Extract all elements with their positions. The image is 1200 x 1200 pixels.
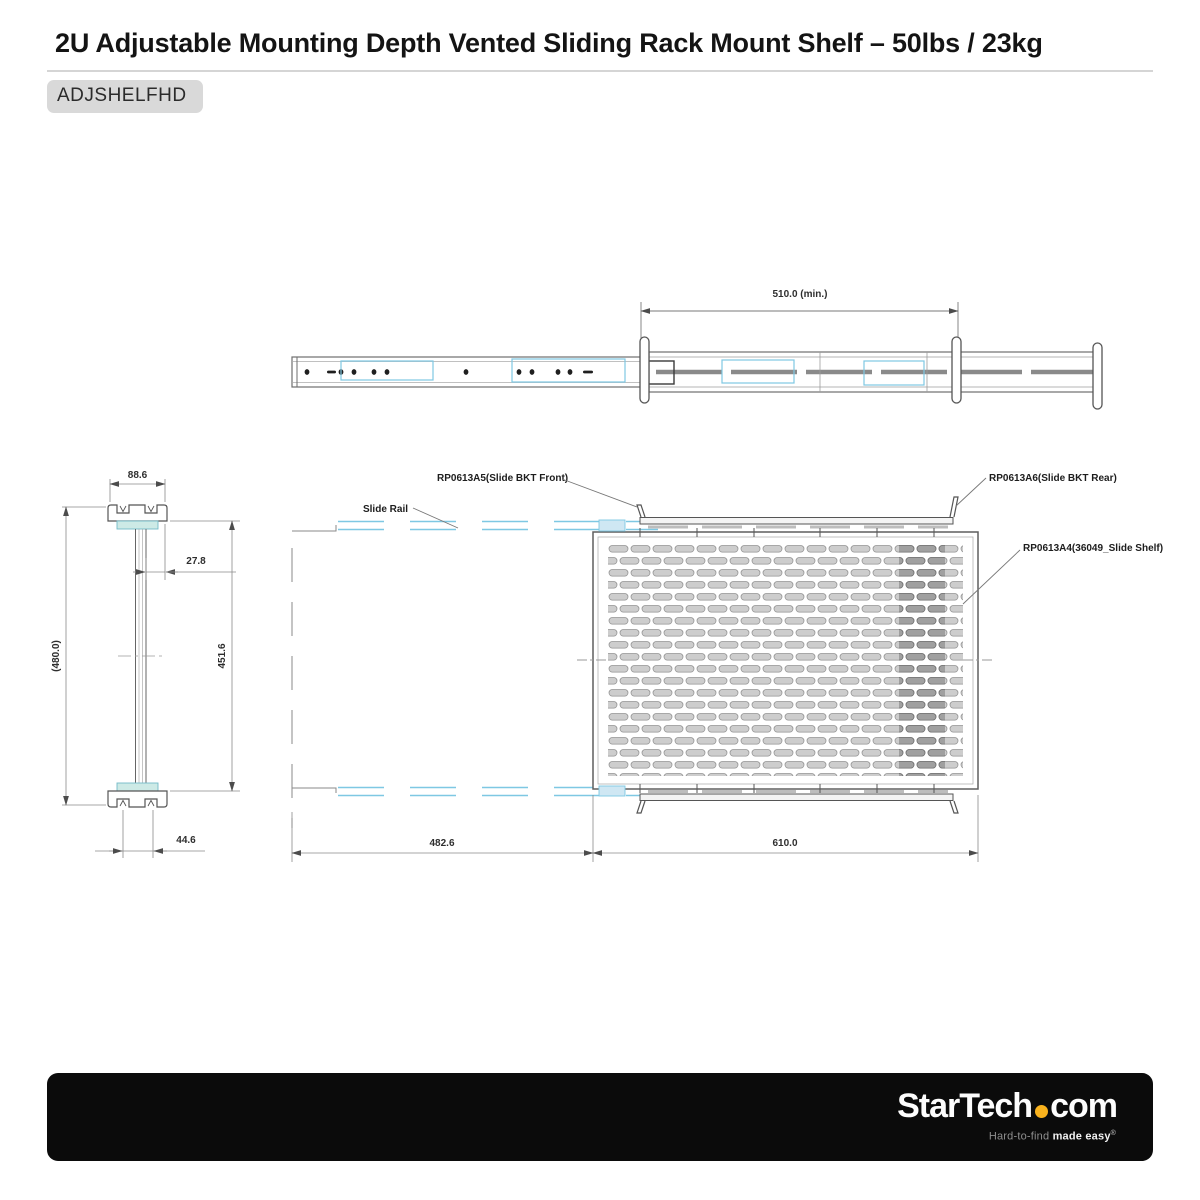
dim-bottom (292, 795, 978, 862)
vent-pattern-shaded (899, 543, 945, 776)
page-title: 2U Adjustable Mounting Depth Vented Sliding Rack Mount Shelf – 50lbs / 23kg (55, 28, 1043, 58)
label-slide-rail: Slide Rail (362, 504, 408, 515)
footer-bar (47, 1073, 1153, 1161)
logo-dot-icon (1035, 1105, 1048, 1118)
label-shelf-part: RP0613A4(36049_Slide Shelf) (1023, 543, 1164, 554)
slide-bracket-rear (637, 792, 958, 814)
dim-text-610: 610.0 (772, 838, 798, 849)
product-sku-badge: ADJSHELFHD (47, 80, 203, 113)
top-view-shelf-assembly (292, 473, 1163, 862)
top-mount-bracket (108, 505, 167, 521)
bottom-slide-plate-highlight (117, 783, 158, 791)
tagline-bold: made easy (1052, 1130, 1111, 1143)
dim-44-6 (95, 810, 205, 858)
dim-510-min (641, 302, 958, 344)
dim-text-510: 510.0 (min.) (772, 289, 828, 300)
dim-text-44-6: 44.6 (176, 835, 196, 846)
dim-text-482-6: 482.6 (429, 838, 455, 849)
top-slide-plate-highlight (117, 521, 158, 529)
inner-rail-member (292, 357, 650, 387)
dim-88-6 (110, 479, 165, 502)
section-view-shelf-profile (51, 470, 240, 858)
dim-text-88-6: 88.6 (127, 470, 148, 481)
brand-tagline (989, 1130, 1116, 1143)
dim-480 (62, 507, 106, 805)
registered-mark: ® (1110, 1130, 1116, 1137)
dim-27-8 (133, 524, 236, 580)
dim-text-27-8: 27.8 (186, 556, 206, 567)
side-view-slide-rail (292, 289, 1102, 409)
logo-brand-suffix: com (1050, 1087, 1117, 1125)
startech-logo (897, 1087, 1117, 1126)
label-bracket-front: RP0613A5(Slide BKT Front) (437, 473, 569, 484)
outer-rail-member (640, 337, 1102, 409)
vented-shelf (577, 520, 993, 796)
label-bracket-rear: RP0613A6(Slide BKT Rear) (989, 473, 1117, 484)
tagline-light: Hard-to-find (988, 1130, 1050, 1143)
slide-bracket-front (637, 497, 958, 527)
dim-text-480: (480.0) (51, 640, 62, 672)
bottom-mount-bracket (108, 791, 167, 807)
dim-text-451-6: 451.6 (217, 643, 228, 669)
logo-brand-text: StarTech (897, 1087, 1033, 1125)
